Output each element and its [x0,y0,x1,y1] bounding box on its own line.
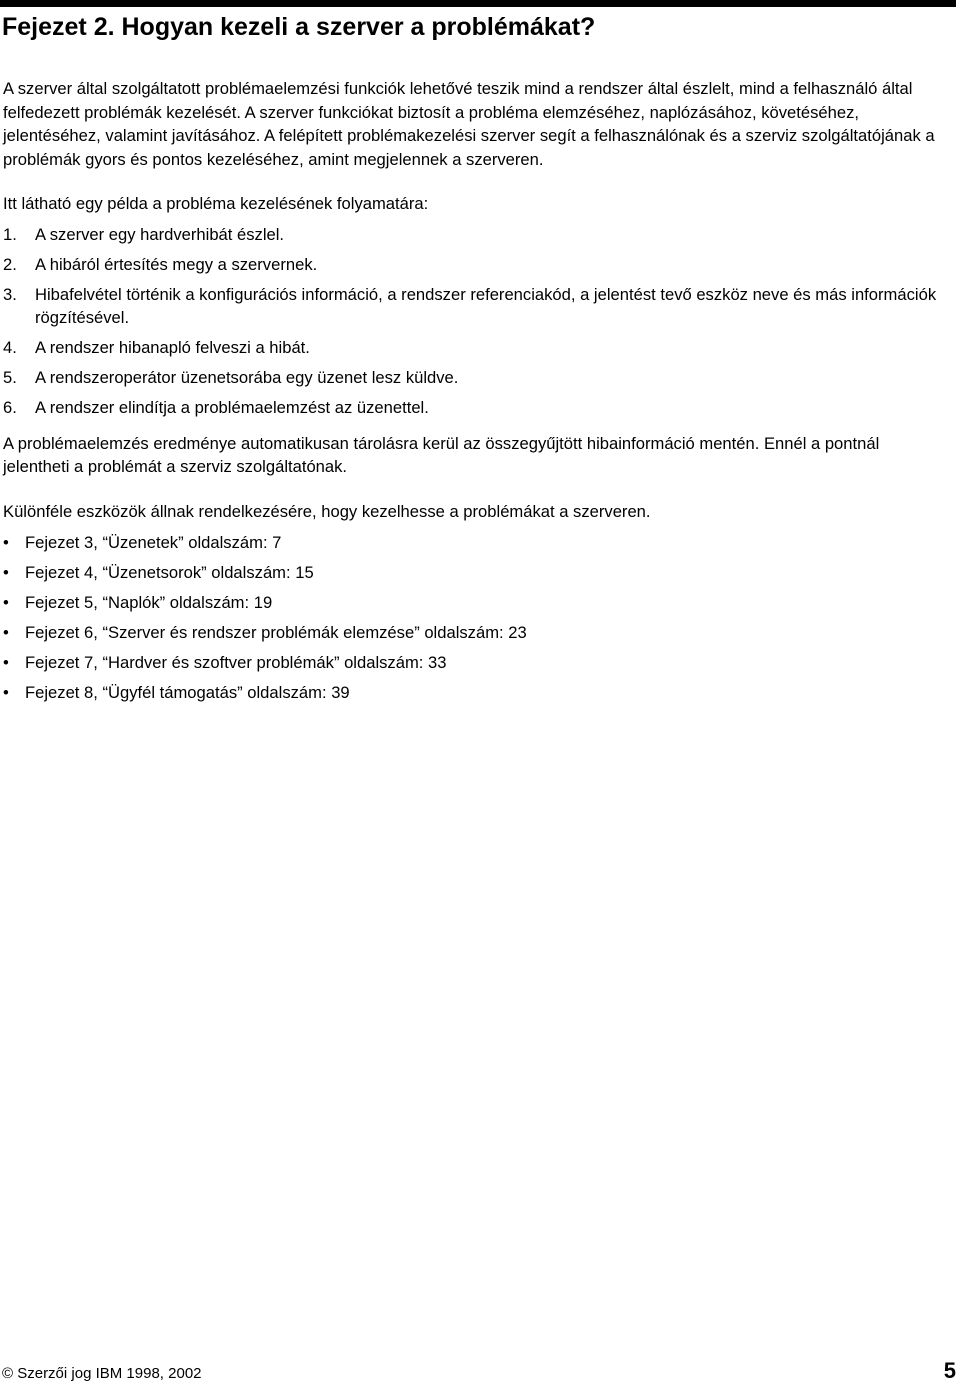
step-text: A hibáról értesítés megy a szervernek. [35,254,318,274]
tools-intro: Különféle eszközök állnak rendelkezésére, hogy kezelhesse a problémákat a szerveren. [3,501,651,521]
bullet-icon: • [3,593,9,612]
chapter-reference-list [3,531,948,705]
step-number: 2. [3,254,17,274]
process-step [3,366,948,390]
chapter-reference [3,531,948,555]
chapter-reference-link[interactable]: Fejezet 8, “Ügyfél támogatás” oldalszám: 39 [25,683,350,702]
copyright-notice: © Szerzői jog IBM 1998, 2002 [2,1365,202,1382]
chapter-reference [3,591,948,615]
page-number: 5 [943,1358,956,1383]
bullet-icon: • [3,533,9,552]
process-step [3,336,948,360]
result-paragraph: A problémaelemzés eredménye automatikusan tárolásra kerül az összegyűjtött hibainformáció mentén. Ennél a pontnál jelentheti a problémát a szerviz szolgáltatónak. [3,433,880,476]
step-text: Hibafelvétel történik a konfigurációs információ, a rendszer referenciakód, a jelentést tevő eszköz neve és más információk rögzítésével. [35,284,937,327]
step-number: 1. [3,224,17,244]
main-content [3,77,948,711]
step-text: A rendszer hibanapló felveszi a hibát. [35,338,310,357]
step-text: A rendszeroperátor üzenetsorába egy üzenet lesz küldve. [35,368,459,387]
process-step [3,283,948,330]
process-step [3,223,948,247]
header-rule [0,0,956,7]
chapter-reference [3,621,948,645]
bullet-icon: • [3,683,9,702]
process-steps-list [3,223,948,420]
bullet-icon: • [3,623,9,642]
chapter-reference-link[interactable]: Fejezet 5, “Naplók” oldalszám: 19 [25,593,273,612]
step-number: 6. [3,398,17,417]
step-number: 4. [3,338,17,357]
process-step [3,253,948,277]
bullet-icon: • [3,563,9,582]
step-text: A szerver egy hardverhibát észlel. [35,224,285,244]
example-intro: Itt látható egy példa a probléma kezelésének folyamatára: [3,194,429,213]
chapter-reference-link[interactable]: Fejezet 6, “Szerver és rendszer problémák elemzése” oldalszám: 23 [25,623,527,642]
chapter-reference-link[interactable]: Fejezet 7, “Hardver és szoftver problémák” oldalszám: 33 [25,653,447,672]
chapter-reference [3,561,948,585]
chapter-reference [3,651,948,675]
chapter-title: Fejezet 2. Hogyan kezeli a szerver a problémákat? [2,13,596,41]
bullet-icon: • [3,653,9,672]
process-step [3,396,948,420]
chapter-reference [3,681,948,705]
step-text: A rendszer elindítja a problémaelemzést az üzenettel. [35,398,429,417]
chapter-reference-link[interactable]: Fejezet 4, “Üzenetsorok” oldalszám: 15 [25,563,314,582]
chapter-reference-link[interactable]: Fejezet 3, “Üzenetek” oldalszám: 7 [25,533,282,552]
intro-paragraph: A szerver által szolgáltatott problémaelemzési funkciók lehetővé teszik mind a rendszer által észlelt, mind a felhasználó által felfedezett problémák kezelését. A szerver funkciókat biztosít a probléma elemzéséhez, naplózásához, követéséhez, jelentéséhez, valamint javításához. A felépített problémakezelési szerver segít a felhasználónak és a szerviz szolgáltatójának a problémák gyors és pontos kezeléséhez, amint megjelennek a szerveren. [3,79,935,169]
step-number: 5. [3,368,17,387]
step-number: 3. [3,284,17,304]
